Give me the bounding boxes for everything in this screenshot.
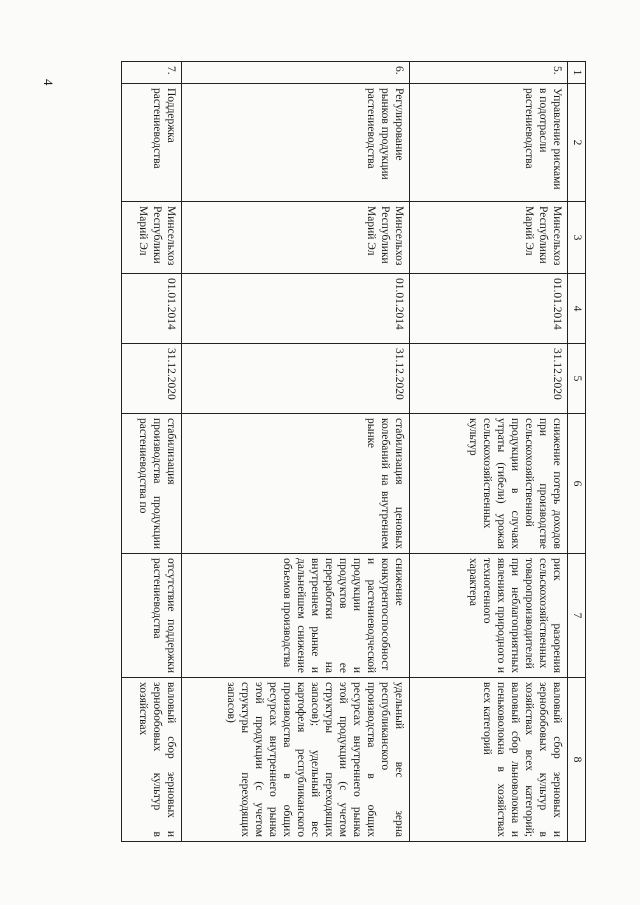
executor: Минсельхоз Республики Марий Эл	[410, 202, 568, 274]
measures-table	[121, 61, 586, 842]
executor: Минсельхоз Республики Марий Эл	[122, 202, 182, 274]
indicators: валовый сбор зерновых и зернобобовых культур в хозяйствах всех категорий; валовый сбор льноволокна и пеньковолокна в хозяйствах всех категорий	[410, 678, 568, 842]
row-number: 7.	[122, 62, 182, 84]
header-cell: 8	[568, 678, 586, 842]
expected-result: стабилизация производства продукции растениеводства по	[122, 414, 182, 554]
header-cell: 1	[568, 62, 586, 84]
risk: снижение конкурентоспособности растениеводческой продукции и продуктов ее переработки на внутреннем рынке и дальнейшем снижение объемов производства	[182, 554, 410, 678]
risk: отсутствие поддержки растениеводства	[122, 554, 182, 678]
measure-name: Поддержка растениеводства	[122, 84, 182, 202]
header-cell: 3	[568, 202, 586, 274]
table-row	[122, 62, 182, 842]
measure-name: Регулирование рынков продукции растениеводства	[182, 84, 410, 202]
header-cell: 7	[568, 554, 586, 678]
start-date: 01.01.2014	[182, 274, 410, 344]
risk: риск разорения сельскохозяйственных товаропроизводителей при неблагоприятных явлениях природного и техногенного характера	[410, 554, 568, 678]
end-date: 31.12.2020	[410, 344, 568, 414]
indicators: валовый сбор зерновых и зернобобовых культур в хозяйствах	[122, 678, 182, 842]
header-cell: 4	[568, 274, 586, 344]
indicators: удельный вес зерна республиканского производства в общих ресурсах внутреннего рынка этой продукции (с учетом структуры переходящих запасов); удельный вес картофеля республиканского производства в общих ресурсах внутреннего рынка этой продукции (с учетом структуры переходящих запасов)	[182, 678, 410, 842]
start-date: 01.01.2014	[410, 274, 568, 344]
row-number: 5.	[410, 62, 568, 84]
end-date: 31.12.2020	[122, 344, 182, 414]
expected-result: стабилизация ценовых колебаний на внутреннем рынке	[182, 414, 410, 554]
expected-result: снижение потерь доходов при производстве сельскохозяйственной продукции в случаях утраты (гибели) урожая сельскохозяйственных культур	[410, 414, 568, 554]
header-cell: 6	[568, 414, 586, 554]
header-cell: 2	[568, 84, 586, 202]
end-date: 31.12.2020	[182, 344, 410, 414]
table-page	[118, 61, 586, 841]
header-row	[568, 62, 586, 842]
header-cell: 5	[568, 344, 586, 414]
table-row	[410, 62, 568, 842]
page-number: 4	[41, 79, 56, 86]
table-row	[182, 62, 410, 842]
measure-name: Управление рисками в подотрасли растениеводства	[410, 84, 568, 202]
executor: Минсельхоз Республики Марий Эл	[182, 202, 410, 274]
row-number: 6.	[182, 62, 410, 84]
start-date: 01.01.2014	[122, 274, 182, 344]
